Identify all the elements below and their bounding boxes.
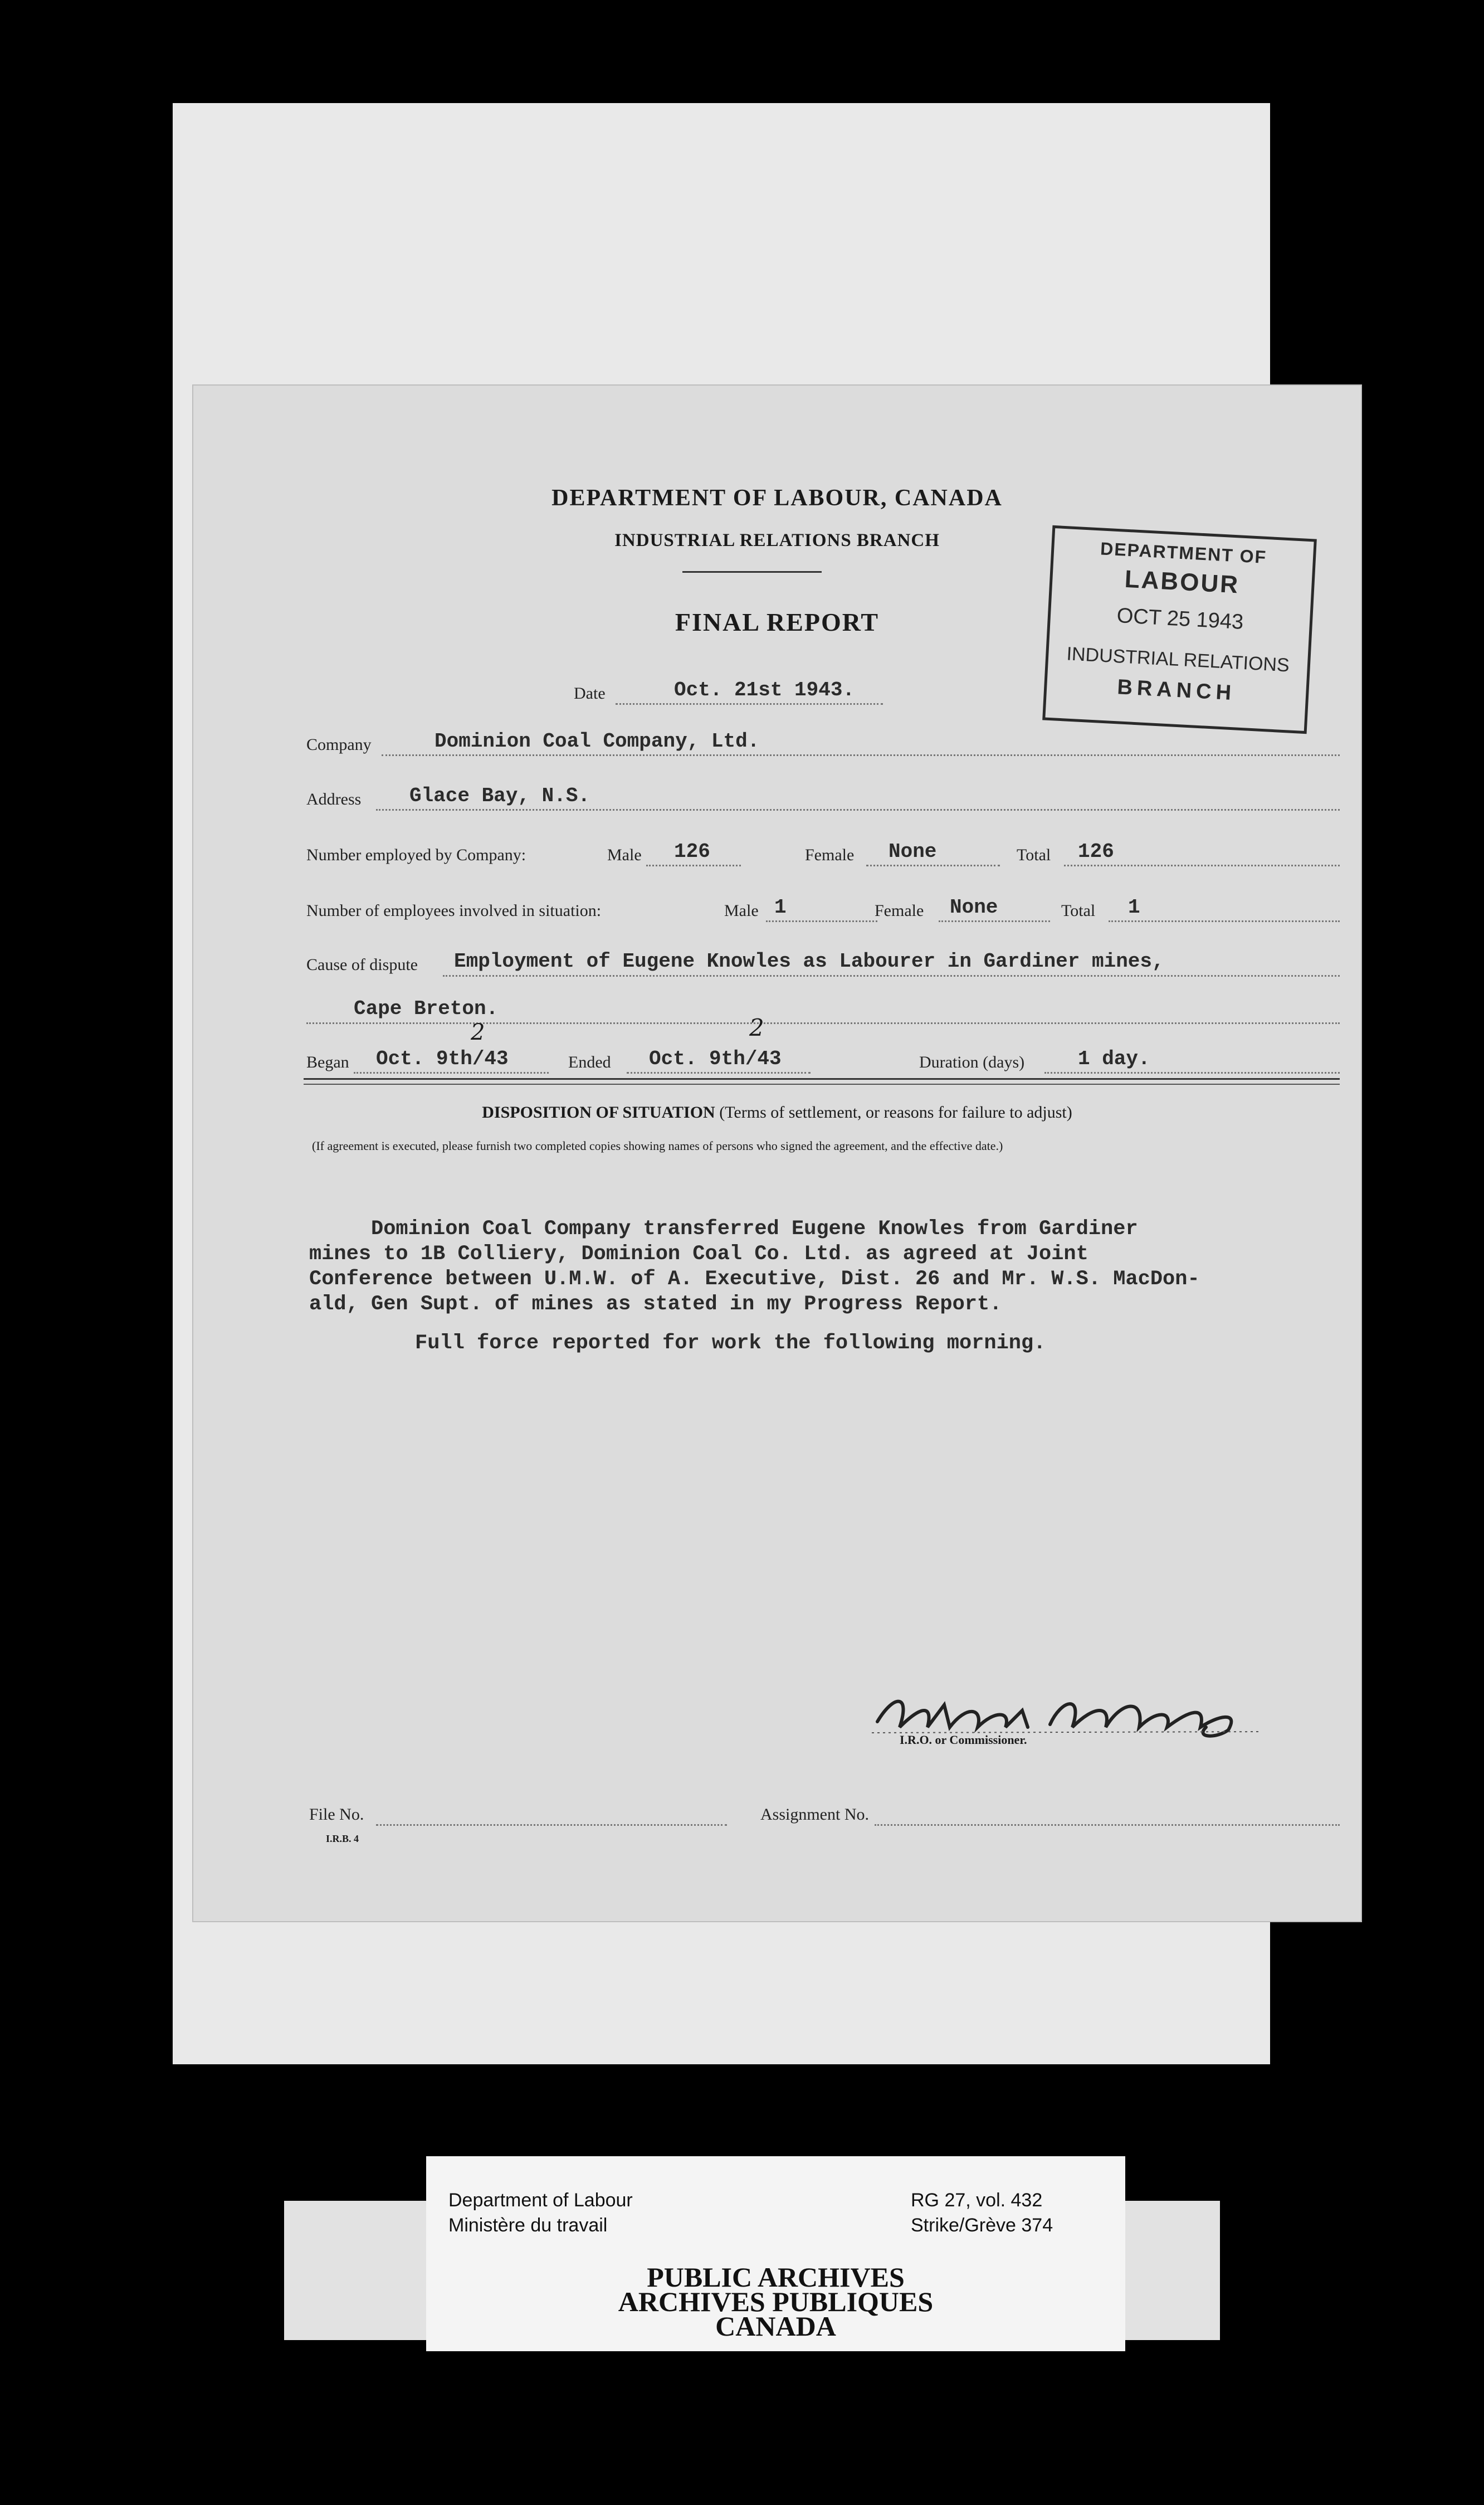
employed-female-line [866, 865, 1000, 866]
duration-value: 1 day. [1078, 1047, 1150, 1070]
employed-male-line [646, 865, 741, 866]
disposition-heading [192, 1103, 1362, 1122]
assignment-no-label: Assignment No. [760, 1805, 869, 1824]
archives-stamp-line: ARCHIVES PUBLIQUES [618, 2286, 934, 2317]
cause-line-2 [306, 1022, 1340, 1024]
began-handwritten-correction: 2 [471, 1020, 485, 1045]
file-no-label: File No. [309, 1805, 364, 1824]
involved-female-label: Female [875, 901, 924, 920]
cause-line [443, 975, 1340, 977]
archive-reference: RG 27, vol. 432 [911, 2190, 1043, 2211]
employed-male-label: Male [607, 846, 642, 864]
date-value: Oct. 21st 1943. [674, 679, 855, 701]
disposition-line: Conference between U.M.W. of A. Executive, Dist. 26 and Mr. W.S. MacDon- [309, 1268, 1200, 1291]
public-archives-stamp [426, 2262, 1125, 2342]
section-rule [304, 1084, 1340, 1085]
company-value: Dominion Coal Company, Ltd. [435, 730, 760, 753]
address-label: Address [306, 790, 362, 808]
disposition-line: Dominion Coal Company transferred Eugene Knowles from Gardiner [309, 1217, 1138, 1241]
disposition-closing-line: Full force reported for work the following morning. [415, 1332, 1046, 1355]
disposition-line: ald, Gen Supt. of mines as stated in my Progress Report. [309, 1293, 1002, 1316]
involved-female-line [939, 920, 1050, 922]
employed-total-value: 126 [1078, 840, 1114, 863]
ended-handwritten-correction: 2 [749, 1014, 764, 1041]
archive-strike-number: Strike/Grève 374 [911, 2215, 1053, 2236]
cause-value-line2: Cape Breton. [354, 997, 499, 1020]
form-code: I.R.B. 4 [326, 1833, 359, 1844]
ended-value: Oct. 9th/43 [649, 1047, 782, 1070]
employed-total-label: Total [1017, 846, 1051, 864]
branch-heading: INDUSTRIAL RELATIONS BRANCH [614, 530, 940, 550]
disposition-title: DISPOSITION OF SITUATION [482, 1103, 715, 1122]
employed-female-label: Female [805, 846, 855, 864]
address-value: Glace Bay, N.S. [409, 784, 590, 807]
header-rule [682, 571, 822, 573]
archives-stamp-line: PUBLIC ARCHIVES [647, 2262, 905, 2293]
stamp-date: OCT 25 1943 [1116, 604, 1244, 634]
archive-dept-en: Department of Labour [448, 2190, 633, 2211]
received-stamp [1042, 525, 1317, 734]
date-label: Date [574, 684, 606, 703]
assignment-no-line [875, 1824, 1340, 1826]
address-line [376, 809, 1340, 811]
company-label: Company [306, 735, 372, 754]
cause-value-line1: Employment of Eugene Knowles as Labourer in Gardiner mines, [454, 950, 1164, 973]
employed-total-line [1064, 865, 1340, 866]
section-rule [304, 1078, 1340, 1080]
stamp-line: BRANCH [1116, 675, 1237, 705]
involved-total-line [1109, 920, 1340, 922]
involved-female-value: None [950, 896, 998, 919]
involved-male-line [766, 920, 877, 922]
duration-line [1044, 1072, 1340, 1074]
employed-label: Number employed by Company: [306, 846, 526, 864]
began-label: Began [306, 1053, 349, 1071]
stamp-line: INDUSTRIAL RELATIONS [1066, 643, 1290, 676]
cause-label: Cause of dispute [306, 956, 418, 974]
archives-stamp-line: CANADA [715, 2311, 836, 2342]
company-line [382, 754, 1340, 756]
involved-label: Number of employees involved in situation: [306, 901, 602, 920]
archive-dept-fr: Ministère du travail [448, 2215, 608, 2236]
involved-male-label: Male [724, 901, 759, 920]
employed-female-value: None [889, 840, 937, 863]
ended-label: Ended [568, 1053, 611, 1071]
archive-label [426, 2156, 1125, 2351]
employed-male-value: 126 [674, 840, 710, 863]
ended-line [627, 1072, 811, 1074]
involved-male-value: 1 [774, 896, 787, 919]
disposition-line: mines to 1B Colliery, Dominion Coal Co. Ltd. as agreed at Joint [309, 1242, 1088, 1266]
stamp-line: LABOUR [1124, 565, 1241, 599]
file-no-line [376, 1824, 727, 1826]
disposition-note: (If agreement is executed, please furnish two completed copies showing names of persons who signed the agreement, and the effective date.) [312, 1139, 1003, 1153]
began-line [354, 1072, 549, 1074]
began-value: Oct. 9th/43 [376, 1047, 509, 1070]
stamp-line: DEPARTMENT OF [1100, 538, 1268, 567]
department-heading: DEPARTMENT OF LABOUR, CANADA [551, 485, 1003, 511]
disposition-subtitle: (Terms of settlement, or reasons for failure to adjust) [719, 1103, 1072, 1122]
final-report-form [192, 384, 1362, 1922]
report-title: FINAL REPORT [675, 608, 880, 636]
involved-total-label: Total [1061, 901, 1096, 920]
date-line [616, 703, 883, 705]
duration-label: Duration (days) [919, 1053, 1025, 1071]
involved-total-value: 1 [1128, 896, 1140, 919]
signer-label: I.R.O. or Commissioner. [900, 1733, 1027, 1747]
